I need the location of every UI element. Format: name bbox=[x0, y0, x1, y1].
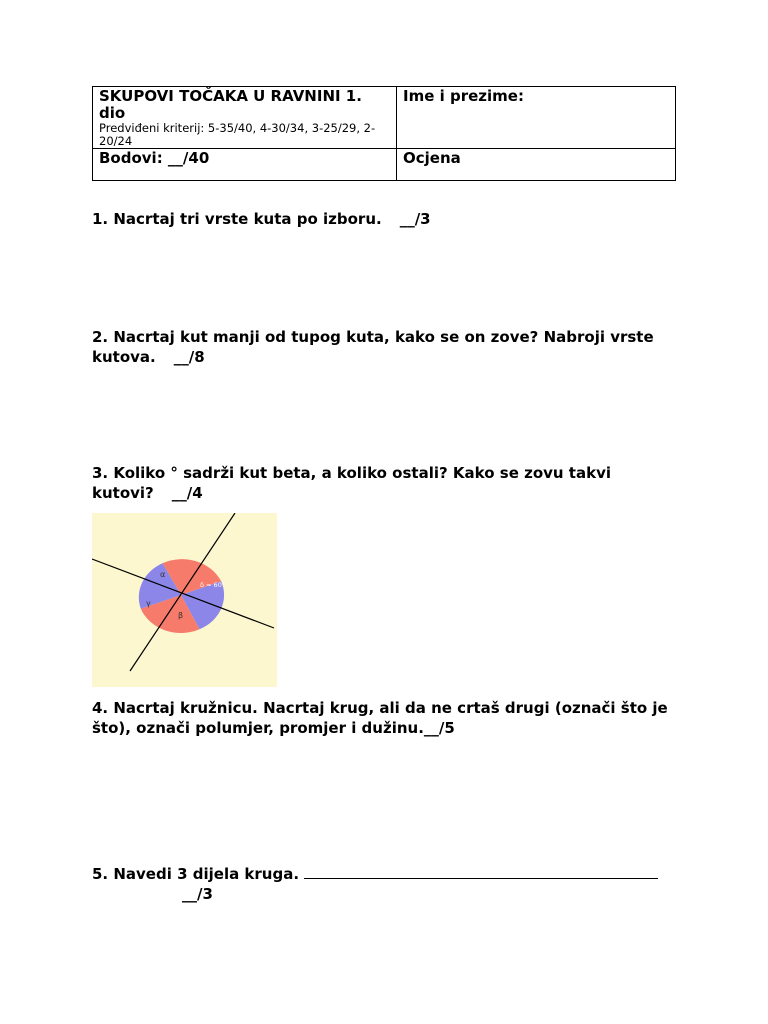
worksheet-title: SKUPOVI TOČAKA U RAVNINI 1. dio bbox=[99, 87, 362, 122]
grade-label: Ocjena bbox=[403, 149, 461, 167]
question-2 bbox=[92, 327, 682, 367]
question-5-text: 5. Navedi 3 dijela kruga. bbox=[92, 865, 300, 883]
angles-figure bbox=[92, 513, 277, 687]
question-3-points: __/4 bbox=[171, 484, 203, 502]
question-5-points: __/3 bbox=[182, 885, 213, 903]
question-1-points: __/3 bbox=[399, 210, 431, 228]
points-cell bbox=[93, 149, 397, 181]
question-1-text: 1. Nacrtaj tri vrste kuta po izboru. bbox=[92, 210, 382, 228]
question-4-text: 4. Nacrtaj kružnicu. Nacrtaj krug, ali da ne crtaš drugi (označi što je što), označi polumjer, promjer i dužinu. bbox=[92, 699, 668, 737]
name-label: Ime i prezime: bbox=[403, 87, 524, 105]
question-4-points: __/5 bbox=[423, 719, 455, 737]
question-4 bbox=[92, 698, 682, 738]
gamma-label: γ bbox=[146, 599, 151, 608]
header-table bbox=[92, 86, 676, 181]
answer-line bbox=[304, 864, 658, 879]
delta-label: δ = 60° bbox=[200, 581, 226, 589]
question-3-text: 3. Koliko ° sadrži kut beta, a koliko ostali? Kako se zovu takvi kutovi? bbox=[92, 464, 611, 502]
grading-criteria: Predviđeni kriterij: 5-35/40, 4-30/34, 3-25/29, 2-20/24 bbox=[99, 121, 376, 148]
name-cell bbox=[397, 87, 676, 149]
question-2-points: __/8 bbox=[173, 348, 205, 366]
question-1 bbox=[92, 209, 692, 229]
title-cell bbox=[93, 87, 397, 149]
question-5 bbox=[92, 864, 692, 904]
question-2-text: 2. Nacrtaj kut manji od tupog kuta, kako se on zove? Nabroji vrste kutova. bbox=[92, 328, 654, 366]
alpha-label: α bbox=[160, 570, 166, 579]
points-label: Bodovi: __/40 bbox=[99, 149, 210, 167]
grade-cell bbox=[397, 149, 676, 181]
beta-label: β bbox=[178, 611, 184, 620]
question-3 bbox=[92, 463, 652, 503]
